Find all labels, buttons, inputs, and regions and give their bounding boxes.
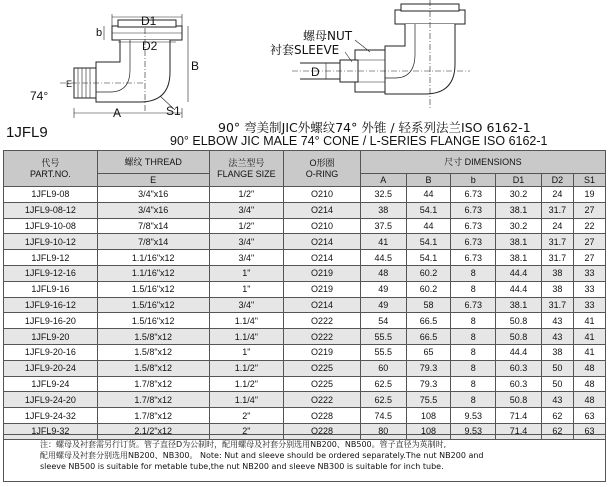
table-cell: 3/4"	[209, 202, 284, 218]
label-angle: 74°	[30, 89, 49, 103]
table-cell: 33	[573, 265, 605, 281]
table-cell: 62.5	[360, 376, 406, 392]
table-row	[4, 360, 606, 376]
note-line-2: 配用螺母及衬套分别选用NB200、NB300。 Note: Nut and sleeve should be ordered separately.The nut NB200 and	[40, 451, 484, 460]
left-elbow-drawing	[60, 14, 188, 118]
table-cell: 8	[451, 360, 496, 376]
label-a: A	[113, 106, 122, 118]
header-thread: 螺纹 THREAD	[97, 151, 209, 174]
table-cell: 1JFL9-20	[4, 329, 98, 345]
table-cell: 48	[573, 360, 605, 376]
label-e: E	[66, 79, 73, 89]
technical-drawings	[0, 0, 611, 118]
table-cell: 38.1	[496, 297, 542, 313]
table-cell: 6.73	[451, 234, 496, 250]
table-cell: 43	[541, 313, 573, 329]
table-cell: 1.7/8"x12	[97, 392, 209, 408]
table-cell: 31.7	[541, 202, 573, 218]
table-cell: 1JFL9-20-16	[4, 344, 98, 360]
title-chinese: 90° 弯美制JIC外螺纹74° 外锥 / 轻系列法兰ISO 6162-1	[218, 120, 531, 135]
table-cell: 1.5/16"x12	[97, 281, 209, 297]
table-cell: 62.5	[360, 392, 406, 408]
table-cell: 50.8	[496, 392, 542, 408]
table-cell: O210	[284, 218, 361, 234]
table-cell: 8	[451, 392, 496, 408]
table-cell: 1"	[209, 281, 284, 297]
table-cell: 44.4	[496, 265, 542, 281]
header-oring: O形圈 O-RING	[284, 151, 361, 187]
table-cell: 60.3	[496, 360, 542, 376]
table-row	[4, 202, 606, 218]
table-cell: 55.5	[360, 344, 406, 360]
table-cell: 3/4"	[209, 297, 284, 313]
table-cell: 79.3	[406, 376, 451, 392]
table-cell: 1.1/16"x12	[97, 250, 209, 266]
label-sleeve: 衬套SLEEVE	[270, 43, 340, 57]
table-cell: 54.1	[406, 202, 451, 218]
table-cell: 6.73	[451, 250, 496, 266]
table-row	[4, 187, 606, 203]
table-cell: 50	[541, 376, 573, 392]
table-cell: 60.3	[496, 376, 542, 392]
table-cell: 1JFL9-10-08	[4, 218, 98, 234]
table-cell: 33	[573, 281, 605, 297]
table-cell: 1.1/16"x12	[97, 265, 209, 281]
label-d: D	[311, 65, 320, 79]
table-cell: 8	[451, 376, 496, 392]
table-cell: 1JFL9-16	[4, 281, 98, 297]
table-cell: 30.2	[496, 218, 542, 234]
table-cell: 2"	[209, 408, 284, 424]
table-cell: 37.5	[360, 218, 406, 234]
table-cell: 108	[406, 408, 451, 424]
table-cell: 8	[451, 344, 496, 360]
table-cell: 38	[541, 265, 573, 281]
label-d1: D1	[141, 14, 157, 28]
table-cell: 1JFL9-12-16	[4, 265, 98, 281]
table-row	[4, 281, 606, 297]
table-cell: 1JFL9-16-20	[4, 313, 98, 329]
table-cell: 1.1/4"	[209, 329, 284, 345]
table-cell: 43	[541, 329, 573, 345]
part-code: 1JFL9	[6, 124, 48, 141]
table-cell: 9.53	[451, 423, 496, 439]
header-part-no: 代号 PART.NO.	[4, 151, 98, 187]
table-cell: 22	[573, 218, 605, 234]
table-cell: 3/4"x16	[97, 202, 209, 218]
header-thread-e: E	[97, 174, 209, 187]
table-cell: 1JFL9-24-32	[4, 408, 98, 424]
table-cell: 66.5	[406, 313, 451, 329]
table-cell: 108	[406, 423, 451, 439]
table-cell: 1.5/8"x12	[97, 344, 209, 360]
table-cell: 1JFL9-10-12	[4, 234, 98, 250]
table-cell: 44.5	[360, 250, 406, 266]
note-line-1: 注：螺母及衬套需另行订货。管子直径D为公制时，配用螺母及衬套分别选用NB200、NB500。管子直径为英制时,	[40, 440, 447, 449]
label-nut: 螺母NUT	[303, 29, 353, 43]
table-cell: 58	[406, 297, 451, 313]
table-cell: 27	[573, 250, 605, 266]
table-cell: 8	[451, 281, 496, 297]
table-cell: 3/4"	[209, 234, 284, 250]
table-cell: O214	[284, 297, 361, 313]
header-dim-a: A	[360, 174, 406, 187]
table-cell: O219	[284, 281, 361, 297]
table-cell: 38.1	[496, 234, 542, 250]
table-cell: 80	[360, 423, 406, 439]
table-cell: 24	[541, 187, 573, 203]
table-cell: 30.2	[496, 187, 542, 203]
table-cell: O228	[284, 423, 361, 439]
table-cell: 71.4	[496, 423, 542, 439]
note-box	[3, 434, 606, 482]
table-cell: O222	[284, 329, 361, 345]
table-cell: 8	[451, 313, 496, 329]
spec-table	[3, 150, 606, 440]
table-cell: 60.2	[406, 265, 451, 281]
table-cell: 60	[360, 360, 406, 376]
table-cell: 41	[573, 313, 605, 329]
header-dim-d1: D1	[496, 174, 542, 187]
table-cell: 1JFL9-24	[4, 376, 98, 392]
table-cell: 54.1	[406, 234, 451, 250]
label-b-small: b	[96, 27, 103, 39]
table-cell: 27	[573, 202, 605, 218]
table-cell: 71.4	[496, 408, 542, 424]
table-cell: 38.1	[496, 250, 542, 266]
table-cell: 41	[573, 344, 605, 360]
table-cell: 44	[406, 187, 451, 203]
table-cell: 79.3	[406, 360, 451, 376]
table-cell: 41	[360, 234, 406, 250]
table-cell: 74.5	[360, 408, 406, 424]
table-cell: O228	[284, 408, 361, 424]
header-dim-b: b	[451, 174, 496, 187]
table-cell: 63	[573, 408, 605, 424]
table-cell: 8	[451, 265, 496, 281]
table-cell: 49	[360, 281, 406, 297]
table-cell: O219	[284, 344, 361, 360]
header-dimensions: 尺寸 DIMENSIONS	[360, 151, 605, 174]
table-row	[4, 392, 606, 408]
table-cell: 1.7/8"x12	[97, 376, 209, 392]
table-row	[4, 313, 606, 329]
table-cell: 19	[573, 187, 605, 203]
table-cell: 1JFL9-08	[4, 187, 98, 203]
table-row	[4, 408, 606, 424]
table-cell: 38	[541, 344, 573, 360]
table-cell: 1.1/2"	[209, 360, 284, 376]
table-cell: O222	[284, 392, 361, 408]
table-row	[4, 329, 606, 345]
table-cell: 27	[573, 234, 605, 250]
header-dim-d2: D2	[541, 174, 573, 187]
table-row	[4, 265, 606, 281]
table-cell: 1JFL9-08-12	[4, 202, 98, 218]
table-cell: 1.5/16"x12	[97, 297, 209, 313]
table-cell: 1.1/4"	[209, 313, 284, 329]
table-row	[4, 376, 606, 392]
table-cell: 6.73	[451, 297, 496, 313]
table-cell: 62	[541, 408, 573, 424]
table-cell: 41	[573, 329, 605, 345]
table-cell: 49	[360, 297, 406, 313]
table-cell: 1JFL9-16-12	[4, 297, 98, 313]
note-line-3: sleeve NB500 is suitable for metable tube,the nut NB200 and sleeve NB300 is suitable for inch tube.	[40, 462, 444, 471]
table-cell: 6.73	[451, 187, 496, 203]
table-cell: 1.7/8"x12	[97, 408, 209, 424]
table-cell: 44.4	[496, 344, 542, 360]
table-cell: 65	[406, 344, 451, 360]
table-cell: 6.73	[451, 218, 496, 234]
table-cell: O214	[284, 250, 361, 266]
table-cell: 1.1/4"	[209, 392, 284, 408]
table-cell: 3/4"x16	[97, 187, 209, 203]
table-cell: 44	[406, 218, 451, 234]
table-cell: 1"	[209, 344, 284, 360]
table-cell: 1.5/8"x12	[97, 329, 209, 345]
table-cell: 1"	[209, 265, 284, 281]
table-cell: 50	[541, 360, 573, 376]
table-cell: O225	[284, 360, 361, 376]
header-dim-s1: S1	[573, 174, 605, 187]
table-cell: 1.5/8"x12	[97, 360, 209, 376]
table-row	[4, 218, 606, 234]
table-cell: 2"	[209, 423, 284, 439]
table-cell: 38	[360, 202, 406, 218]
table-cell: 66.5	[406, 329, 451, 345]
table-cell: 24	[541, 218, 573, 234]
title-english: 90° ELBOW JIC MALE 74° CONE / L-SERIES FLANGE ISO 6162-1	[170, 134, 548, 148]
table-cell: 63	[573, 423, 605, 439]
table-cell: 48	[360, 265, 406, 281]
table-cell: 54.1	[406, 250, 451, 266]
table-cell: 1JFL9-32	[4, 423, 98, 439]
table-cell: 31.7	[541, 297, 573, 313]
table-cell: 1/2"	[209, 187, 284, 203]
header-dim-b-upper: B	[406, 174, 451, 187]
table-cell: O222	[284, 313, 361, 329]
table-row	[4, 344, 606, 360]
table-cell: 48	[573, 376, 605, 392]
table-cell: 1.1/2"	[209, 376, 284, 392]
table-cell: 1JFL9-20-24	[4, 360, 98, 376]
table-cell: O219	[284, 265, 361, 281]
table-row	[4, 297, 606, 313]
table-cell: 2.1/2"x12	[97, 423, 209, 439]
table-cell: 8	[451, 329, 496, 345]
table-cell: O214	[284, 202, 361, 218]
table-cell: O210	[284, 187, 361, 203]
table-cell: O214	[284, 234, 361, 250]
label-s1: S1	[166, 104, 181, 118]
table-cell: 1.5/16"x12	[97, 313, 209, 329]
table-cell: 44.4	[496, 281, 542, 297]
label-b-large: B	[191, 59, 200, 73]
table-cell: 55.5	[360, 329, 406, 345]
table-cell: 50.8	[496, 313, 542, 329]
table-cell: 6.73	[451, 202, 496, 218]
table-cell: 9.53	[451, 408, 496, 424]
table-cell: 62	[541, 423, 573, 439]
table-cell: 31.7	[541, 234, 573, 250]
table-cell: 32.5	[360, 187, 406, 203]
table-cell: 7/8"x14	[97, 234, 209, 250]
table-row	[4, 250, 606, 266]
table-cell: 54	[360, 313, 406, 329]
table-cell: 1/2"	[209, 218, 284, 234]
table-cell: 38	[541, 281, 573, 297]
table-cell: 60.2	[406, 281, 451, 297]
table-cell: 43	[541, 392, 573, 408]
table-cell: 38.1	[496, 202, 542, 218]
table-row	[4, 234, 606, 250]
table-cell: 7/8"x14	[97, 218, 209, 234]
table-cell: 50.8	[496, 329, 542, 345]
table-cell: 31.7	[541, 250, 573, 266]
table-body	[4, 187, 606, 440]
label-d2: D2	[142, 39, 158, 53]
table-cell: 3/4"	[209, 250, 284, 266]
table-cell: 33	[573, 297, 605, 313]
table-cell: 1JFL9-12	[4, 250, 98, 266]
table-cell: O225	[284, 376, 361, 392]
table-cell: 48	[573, 392, 605, 408]
table-cell: 1JFL9-24-20	[4, 392, 98, 408]
header-flange: 法兰型号 FLANGE SIZE	[209, 151, 284, 187]
table-cell: 75.5	[406, 392, 451, 408]
